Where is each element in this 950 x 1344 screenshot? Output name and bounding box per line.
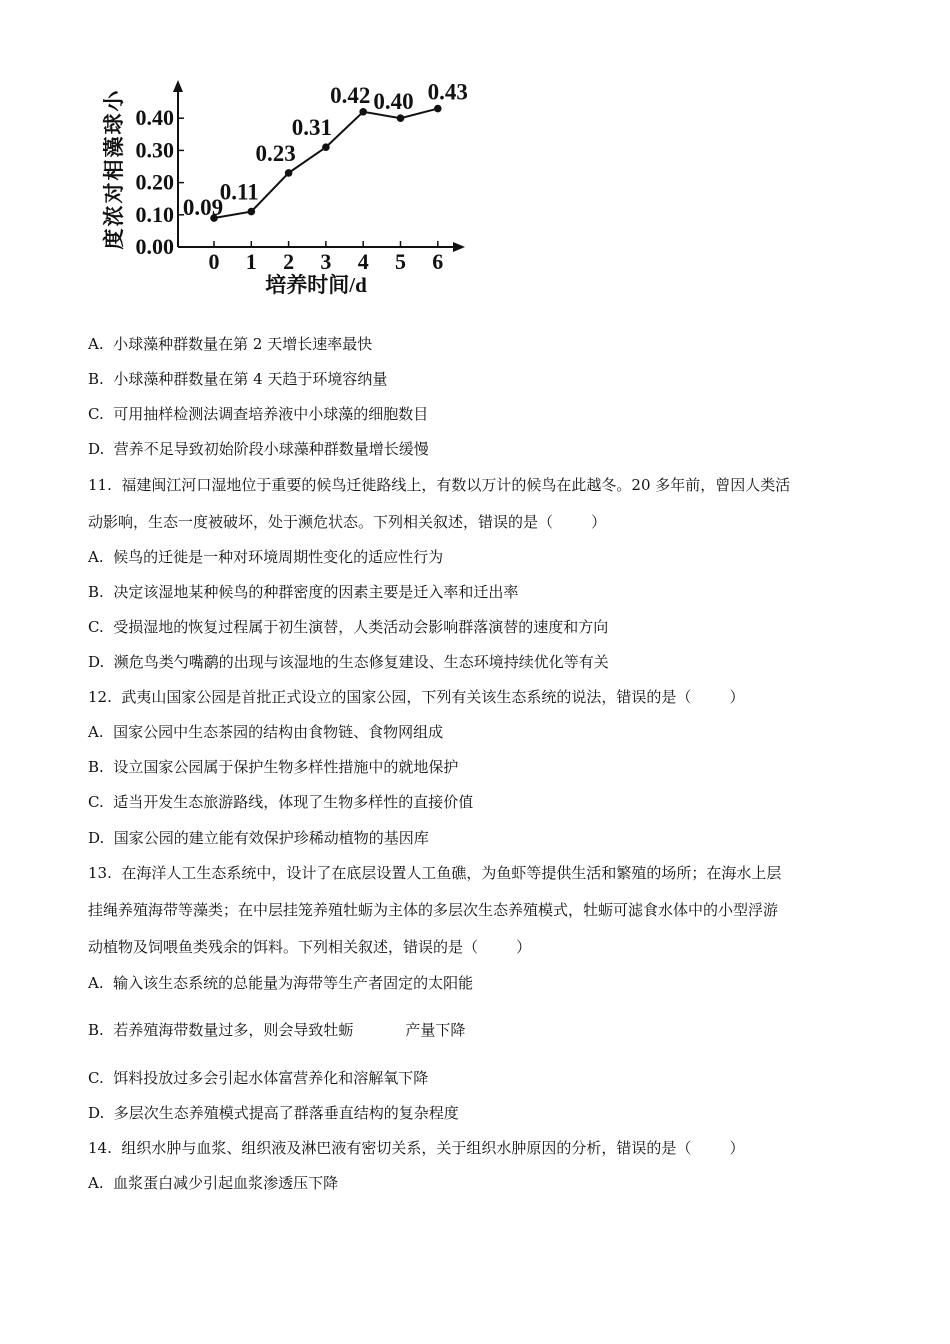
- q12-option-d: D. 国家公园的建立能有效保护珍稀动植物的基因库: [88, 829, 429, 847]
- x-tick-labels: [209, 241, 444, 274]
- x-axis-title: 培养时间/d: [265, 273, 367, 297]
- y-tick-labels: [136, 105, 185, 259]
- y-axis-title-char: 小: [102, 90, 126, 112]
- y-tick-label: 0.30: [135, 137, 174, 163]
- q12-option-a: A. 国家公园中生态茶园的结构由食物链、食物网组成: [88, 723, 444, 741]
- q11-option-d: D. 濒危鸟类勺嘴鹬的出现与该湿地的生态修复建设、生态环境持续优化等有关: [88, 653, 609, 671]
- q10-option-c: C. 可用抽样检测法调查培养液中小球藻的细胞数目: [88, 405, 429, 423]
- y-axis-title-char: 度: [102, 228, 126, 250]
- q14-option-a: A. 血浆蛋白减少引起血浆渗透压下降: [88, 1174, 339, 1192]
- data-point: [359, 108, 367, 116]
- x-axis-arrow: [453, 242, 465, 252]
- q12-stem: 12. 武夷山国家公园是首批正式设立的国家公园，下列有关该生态系统的说法，错误的是（ ）: [88, 688, 745, 706]
- q13-stem-line1: 13. 在海洋人工生态系统中，设计了在底层设置人工鱼礁，为鱼虾等提供生活和繁殖的场所；在海水上层: [88, 864, 782, 882]
- q13-option-d: D. 多层次生态养殖模式提高了群落垂直结构的复杂程度: [88, 1104, 459, 1122]
- data-label: 0.09: [182, 195, 224, 221]
- chart-axes: [173, 80, 465, 252]
- y-tick-label: 0.10: [135, 201, 174, 227]
- q12-option-b: B. 设立国家公园属于保护生物多样性措施中的就地保护: [88, 758, 459, 776]
- data-point: [434, 105, 442, 113]
- q13-option-a: A. 输入该生态系统的总能量为海带等生产者固定的太阳能: [88, 974, 474, 992]
- data-label: 0.11: [219, 179, 259, 205]
- data-label: 0.31: [291, 115, 333, 141]
- q10-option-d: D. 营养不足导致初始阶段小球藻种群数量增长缓慢: [88, 440, 429, 458]
- y-tick-label: 0.00: [135, 234, 174, 259]
- q11-option-a: A. 候鸟的迁徙是一种对环境周期性变化的适应性行为: [88, 548, 444, 566]
- data-label: 0.40: [373, 89, 414, 115]
- q13-option-c: C. 饵料投放过多会引起水体富营养化和溶解氧下降: [88, 1069, 429, 1087]
- y-axis-title-char: 浓: [102, 205, 126, 227]
- x-tick-label: 4: [357, 249, 369, 274]
- q13-stem-line2: 挂绳养殖海带等藻类；在中层挂笼养殖牡蛎为主体的多层次生态养殖模式，牡蛎可滤食水体中的小型浮游: [88, 901, 779, 919]
- q12-option-c: C. 适当开发生态旅游路线，体现了生物多样性的直接价值: [88, 793, 474, 811]
- data-point: [248, 208, 256, 216]
- data-point: [285, 169, 293, 177]
- y-axis-arrow: [173, 80, 183, 92]
- data-label: 0.42: [330, 82, 371, 108]
- q13-option-b-part1: B. 若养殖海带数量过多，则会导致牡蛎: [88, 1021, 354, 1039]
- data-point: [397, 114, 405, 122]
- x-tick-label: 3: [320, 249, 332, 274]
- q11-stem-line2: 动影响，生态一度被破坏，处于濒危状态。下列相关叙述，错误的是（ ）: [88, 513, 607, 531]
- q10-option-b: B. 小球藻种群数量在第 4 天趋于环境容纳量: [88, 370, 388, 388]
- y-tick-label: 0.40: [135, 105, 174, 131]
- y-axis-title-char: 球: [102, 113, 126, 135]
- q13-stem-line3: 动植物及饲喂鱼类残余的饵料。下列相关叙述，错误的是（ ）: [88, 938, 532, 956]
- q11-stem-line1: 11. 福建闽江河口湿地位于重要的候鸟迁徙路线上，有数以万计的候鸟在此越冬。20 多年前，曾因人类活: [88, 476, 791, 494]
- y-axis-title-char: 藻: [102, 136, 126, 158]
- y-tick-label: 0.20: [135, 169, 174, 195]
- q10-option-a: A. 小球藻种群数量在第 2 天增长速率最快: [88, 335, 373, 353]
- q11-option-c: C. 受损湿地的恢复过程属于初生演替，人类活动会影响群落演替的速度和方向: [88, 618, 609, 636]
- x-tick-label: 5: [395, 249, 406, 274]
- data-point: [322, 143, 330, 151]
- x-tick-label: 0: [208, 249, 220, 274]
- x-tick-label: 2: [283, 249, 295, 274]
- y-axis-title-char: 相: [102, 159, 126, 181]
- q14-stem: 14. 组织水肿与血浆、组织液及淋巴液有密切关系，关于组织水肿原因的分析，错误的是（ ）: [88, 1139, 745, 1157]
- q13-option-b-part2: 产量下降: [405, 1021, 466, 1039]
- data-label: 0.43: [427, 79, 468, 105]
- concentration-line-chart: [90, 70, 490, 305]
- q13-option-b: [88, 1020, 465, 1040]
- y-axis-title-char: 对: [102, 182, 126, 204]
- data-label: 0.23: [255, 140, 296, 166]
- x-tick-label: 1: [245, 249, 257, 274]
- x-tick-label: 6: [432, 249, 444, 274]
- y-axis-title: [102, 90, 126, 250]
- q11-option-b: B. 决定该湿地某种候鸟的种群密度的因素主要是迁入率和迁出率: [88, 583, 519, 601]
